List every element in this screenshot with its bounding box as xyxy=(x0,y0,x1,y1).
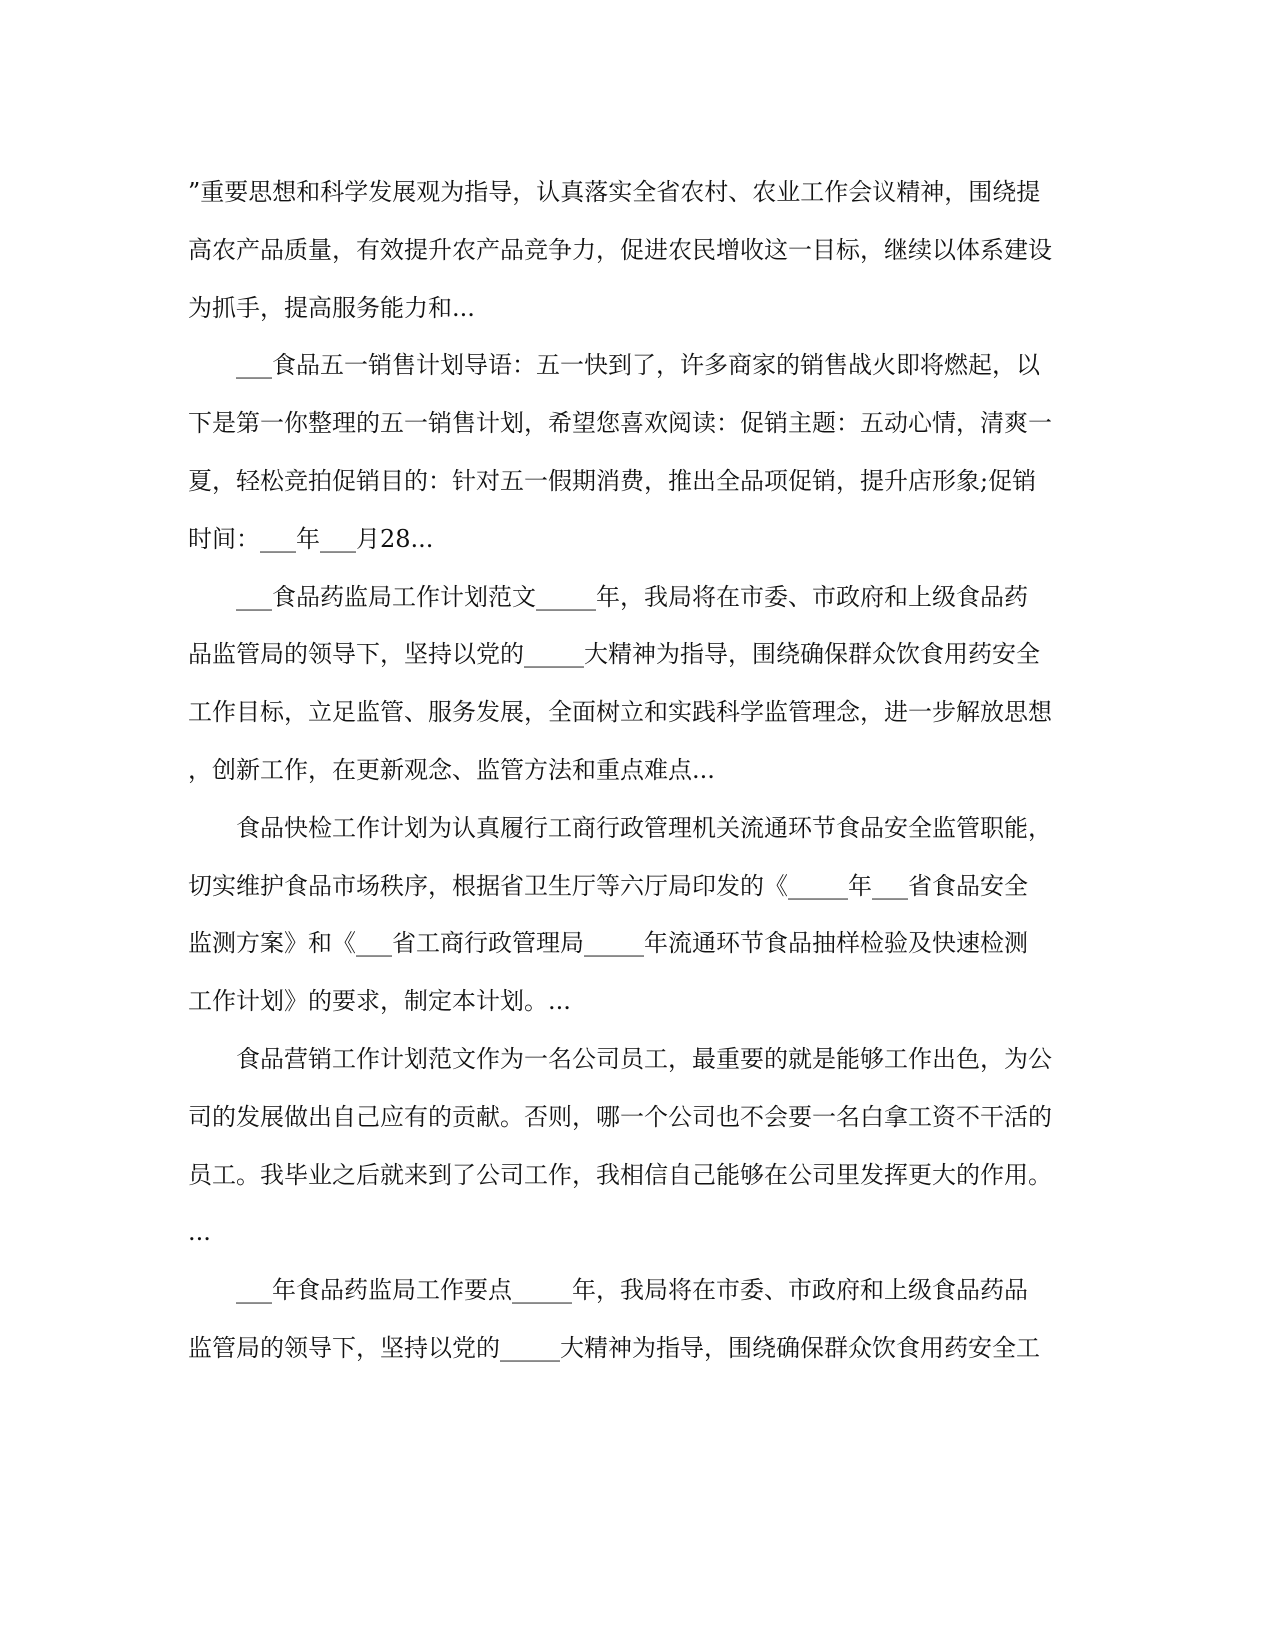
paragraph-5: 食品营销工作计划范文作为一名公司员工，最重要的就是能够工作出色，为公 司的发展做出自己应有的贡献。否则，哪一个公司也不会要一名白拿工资不干活的 员工。我毕业之后就来到了公司工作，我相信自己能够在公司里发挥更大的作用。 ... xyxy=(188,1044,1052,1247)
paragraph-6: ___年食品药监局工作要点_____年，我局将在市委、市政府和上级食品药品 监管局的领导下，坚持以党的_____大精神为指导，围绕确保群众饮食用药安全工 xyxy=(188,1276,1040,1362)
paragraph-2: ___食品五一销售计划导语：五一快到了，许多商家的销售战火即将燃起，以 下是第一你整理的五一销售计划，希望您喜欢阅读：促销主题：五动心情，清爽一 夏，轻松竞拍促销目的：针对五一假期消费，推出全品项促销，提升店形象;促销 时间：___年___月28... xyxy=(188,351,1052,553)
paragraph-1: ”重要思想和科学发展观为指导，认真落实全省农村、农业工作会议精神，围绕提 高农产品质量，有效提升农产品竞争力，促进农民增收这一目标，继续以体系建设 为抓手，提高服务能力和... xyxy=(188,178,1052,322)
paragraph-3: ___食品药监局工作计划范文_____年，我局将在市委、市政府和上级食品药 品监管局的领导下，坚持以党的_____大精神为指导，围绕确保群众饮食用药安全 工作目标，立足监管、服务发展，全面树立和实践科学监管理念，进一步解放思想 ，创新工作，在更新观念、监管方法和重点难点... xyxy=(188,582,1052,784)
paragraph-4: 食品快检工作计划为认真履行工商行政管理机关流通环节食品安全监管职能， 切实维护食品市场秩序，根据省卫生厅等六厅局印发的《_____年___省食品安全 监测方案》和《___省工商行政管理局_____年流通环节食品抽样检验及快速检测 工作计划》的要求，制定本计划。... xyxy=(188,813,1052,1016)
document-body xyxy=(188,164,1088,1378)
